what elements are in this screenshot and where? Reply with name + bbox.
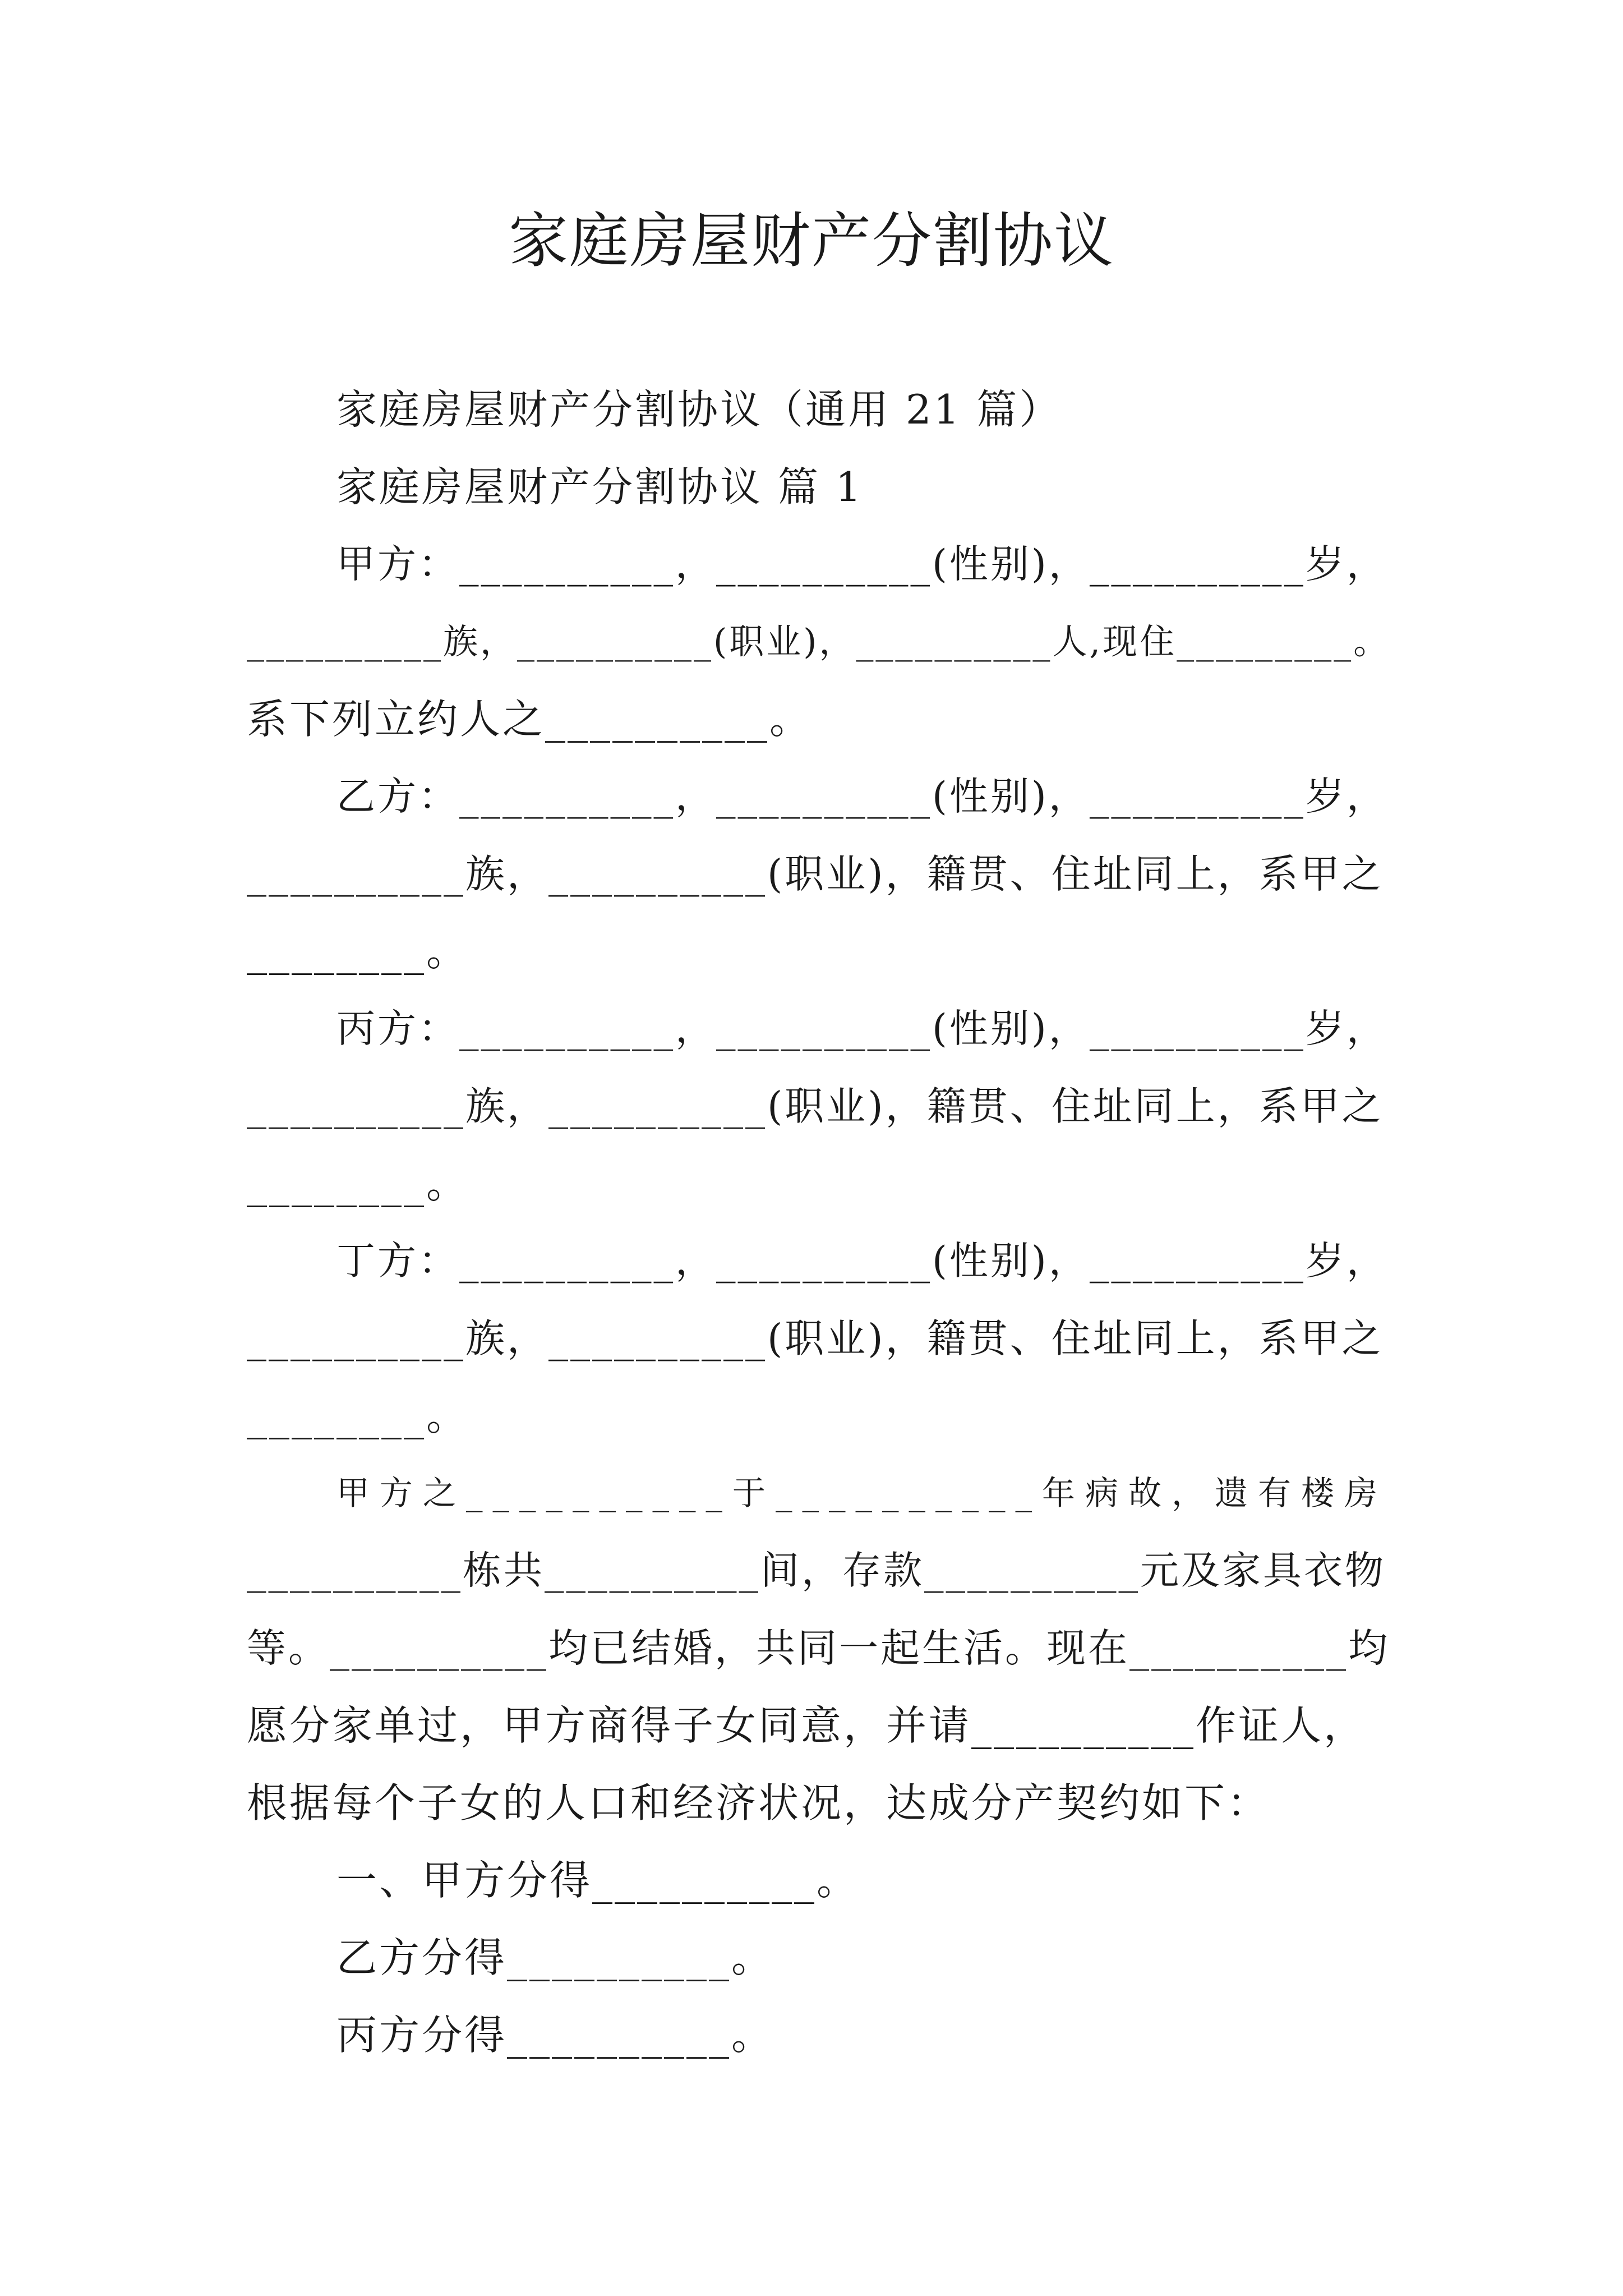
section-heading: 家庭房屋财产分割协议 篇 1 — [336, 463, 864, 510]
body-paragraph-line-4: 愿分家单过，甲方商得子女同意，并请__________作证人， — [247, 1702, 1367, 1749]
party-a-line-1: 甲方：__________，__________(性别)，__________岁， — [336, 542, 1387, 587]
subtitle-line: 家庭房屋财产分割协议（通用 21 篇） — [336, 386, 1062, 433]
party-c-line-2: __________族，__________(职业)，籍贯、住址同上，系甲之 — [247, 1083, 1384, 1129]
party-a-line-2: __________族，__________(职业)，__________人,现住_________。 — [247, 621, 1391, 662]
clause-1-party-b: 乙方分得__________。 — [336, 1934, 774, 1981]
clause-1-party-a: 一、甲方分得__________。 — [336, 1857, 860, 1904]
body-paragraph-line-5: 根据每个子女的人口和经济状况，达成分产契约如下： — [247, 1779, 1270, 1826]
party-c-line-3: ________。 — [247, 1160, 469, 1207]
document-title: 家庭房屋财产分割协议 — [509, 206, 1114, 275]
party-d-line-3: ________。 — [247, 1392, 469, 1439]
body-paragraph-line-3: 等。__________均已结婚，共同一起生活。现在__________均 — [247, 1625, 1390, 1671]
party-a-line-3: 系下列立约人之__________。 — [247, 696, 813, 743]
party-b-line-1: 乙方：__________，__________(性别)，__________岁， — [336, 774, 1387, 819]
clause-1-party-c: 丙方分得__________。 — [336, 2012, 774, 2059]
party-d-line-1: 丁方：__________，__________(性别)，__________岁， — [336, 1239, 1387, 1283]
party-c-line-1: 丙方：__________，__________(性别)，__________岁， — [336, 1006, 1387, 1051]
body-paragraph-line-2: __________栋共__________间，存款__________元及家具衣物 — [247, 1548, 1386, 1593]
party-b-line-3: ________。 — [247, 928, 469, 975]
party-b-line-2: __________族，__________(职业)，籍贯、住址同上，系甲之 — [247, 851, 1384, 897]
party-d-line-2: __________族，__________(职业)，籍贯、住址同上，系甲之 — [247, 1315, 1384, 1361]
body-paragraph-line-1: 甲方之__________于__________年病故，遗有楼房 — [336, 1474, 1388, 1512]
